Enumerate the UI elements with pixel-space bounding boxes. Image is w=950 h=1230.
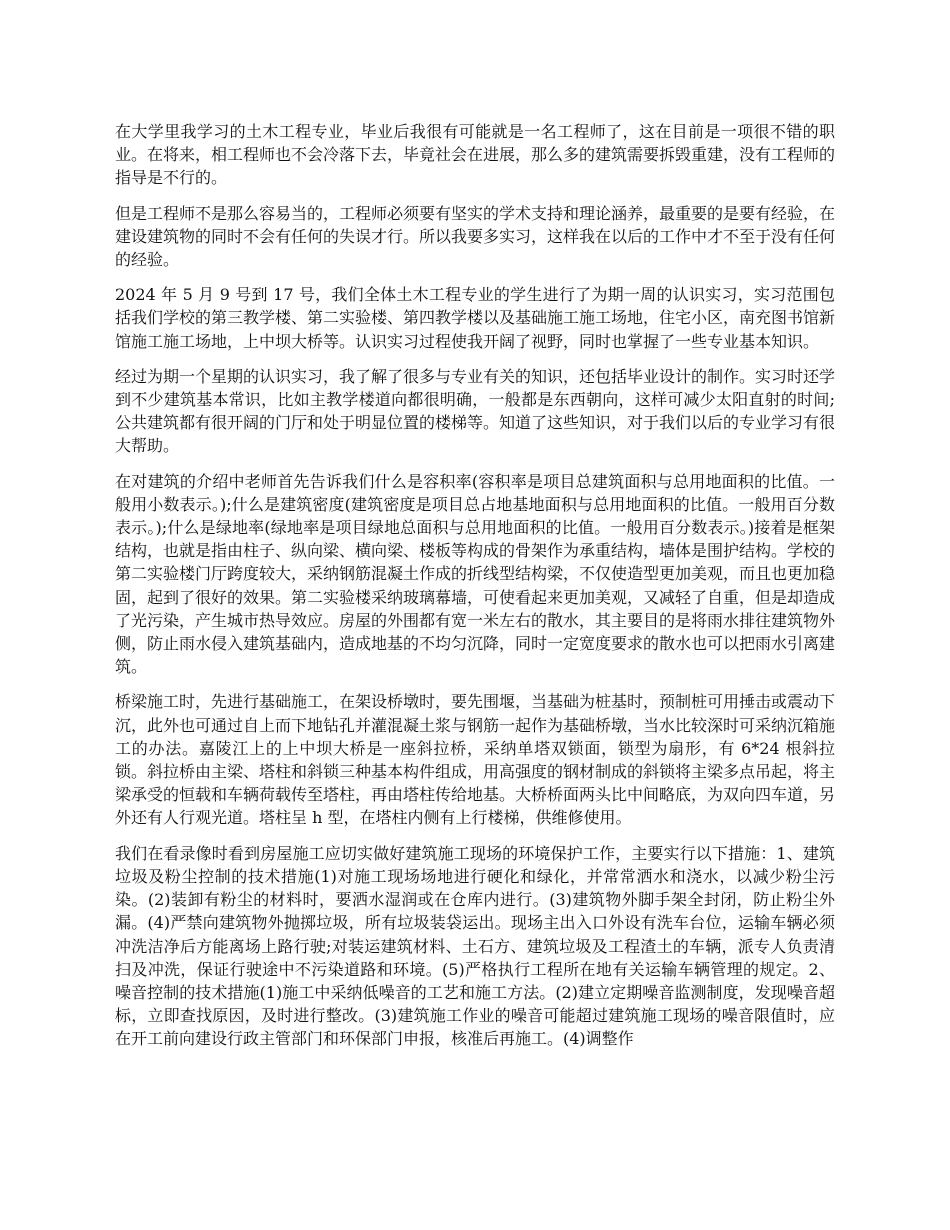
paragraph-5: 在对建筑的介绍中老师首先告诉我们什么是容积率(容积率是项目总建筑面积与总用地面积的比值。一般用小数表示。);什么是建筑密度(建筑密度是项目总占地基地面积与总用地面积的比值。一般用百分数表示。);什么是绿地率(绿地率是项目绿地总面积与总用地面积的比值。一般用百分数表示。)接着是框架结构，也就是指由柱子、纵向梁、横向梁、楼板等构成的骨架作为承重结构，墙体是围护结构。学校的第二实验楼门厅跨度较大，采纳钢筋混凝土作成的折线型结构梁，不仅使造型更加美观，而且也更加稳固，起到了很好的效果。第二实验楼采纳玻璃幕墙，可使看起来更加美观，又减轻了自重，但是却造成了光污染，产生城市热导效应。房屋的外围都有宽一米左右的散水，其主要目的是将雨水排往建筑物外侧，防止雨水侵入建筑基础内，造成地基的不均匀沉降，同时一定宽度要求的散水也可以把雨水引离建筑。 bbox=[115, 471, 836, 677]
paragraph-6: 桥梁施工时，先进行基础施工，在架设桥墩时，要先围堰，当基础为桩基时，预制桩可用捶击或震动下沉，此外也可通过自上而下地钻孔并灌混凝土浆与钢筋一起作为基础桥墩，当水比较深时可采纳沉箱施工的办法。嘉陵江上的上中坝大桥是一座斜拉桥，采纳单塔双锁面，锁型为扇形，有 6*24 根斜拉锁。斜拉桥由主梁、塔柱和斜锁三种基本构件组成，用高强度的钢材制成的斜锁将主梁多点吊起，将主梁承受的恒载和车辆荷载传至塔柱，再由塔柱传给地基。大桥桥面两头比中间略底，为双向四车道，另外还有人行观光道。塔柱呈 h 型，在塔柱内侧有上行楼梯，供维修使用。 bbox=[115, 692, 836, 828]
paragraph-3: 2024 年 5 月 9 号到 17 号，我们全体土木工程专业的学生进行了为期一周的认识实习，实习范围包括我们学校的第三教学楼、第二实验楼、第四教学楼以及基础施工施工场地，住宅小区，南充图书馆新馆施工施工场地，上中坝大桥等。认识实习过程使我开阔了视野，同时也掌握了一些专业基本知识。 bbox=[115, 285, 836, 351]
paragraph-4: 经过为期一个星期的认识实习，我了解了很多与专业有关的知识，还包括毕业设计的制作。实习时还学到不少建筑基本常识，比如主教学楼道向都很明确，一般都是东西朝向，这样可减少太阳直射的时间;公共建筑都有很开阔的门厅和处于明显位置的楼梯等。知道了这些知识，对于我们以后的专业学习有很大帮助。 bbox=[115, 366, 836, 456]
paragraph-1: 在大学里我学习的土木工程专业，毕业后我很有可能就是一名工程师了，这在目前是一项很不错的职业。在将来，相工程师也不会冷落下去，毕竟社会在进展，那么多的建筑需要拆毁重建，没有工程师的指导是不行的。 bbox=[115, 122, 836, 188]
paragraph-2: 但是工程师不是那么容易当的，工程师必须要有坚实的学术支持和理论涵养，最重要的是要有经验，在建设建筑物的同时不会有任何的失误才行。所以我要多实习，这样我在以后的工作中才不至于没有任何的经验。 bbox=[115, 203, 836, 270]
paragraph-7: 我们在看录像时看到房屋施工应切实做好建筑施工现场的环境保护工作，主要实行以下措施：1、建筑垃圾及粉尘控制的技术措施(1)对施工现场场地进行硬化和绿化，并常常洒水和浇水，以减少粉尘污染。(2)装卸有粉尘的材料时，要洒水湿润或在仓库内进行。(3)建筑物外脚手架全封闭，防止粉尘外漏。(4)严禁向建筑物外抛掷垃圾，所有垃圾装袋运出。现场主出入口外设有洗车台位，运输车辆必须冲洗洁净后方能离场上路行驶;对装运建筑材料、土石方、建筑垃圾及工程渣土的车辆，派专人负责清扫及冲洗，保证行驶途中不污染道路和环境。(5)严格执行工程所在地有关运输车辆管理的规定。2、噪音控制的技术措施(1)施工中采纳低噪音的工艺和施工方法。(2)建立定期噪音监测制度，发现噪音超标，立即查找原因，及时进行整改。(3)建筑施工作业的噪音可能超过建筑施工现场的噪音限值时，应在开工前向建设行政主管部门和环保部门申报，核准后再施工。(4)调整作 bbox=[115, 843, 835, 1049]
document-body bbox=[115, 120, 835, 1063]
